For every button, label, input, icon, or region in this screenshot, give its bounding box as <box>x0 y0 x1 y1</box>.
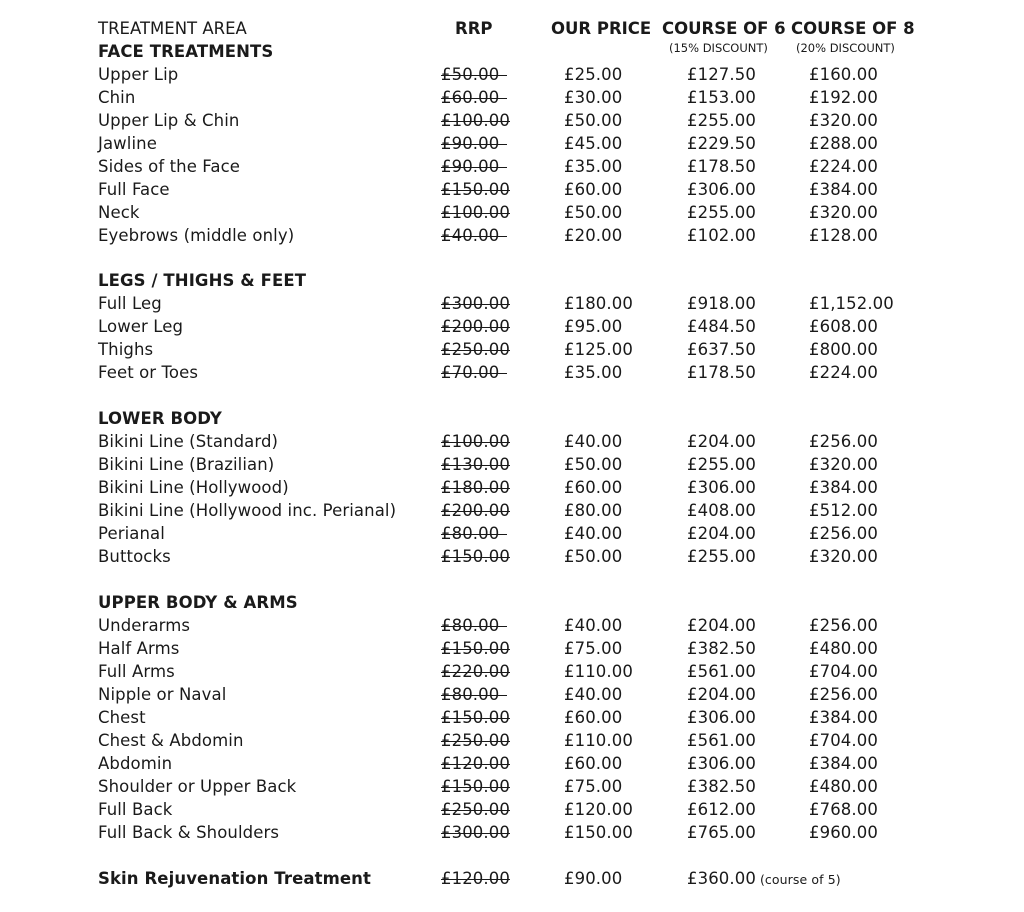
course-of-8-price: £768.00 <box>809 800 878 819</box>
table-row <box>0 430 1024 453</box>
our-price: £35.00 <box>564 157 623 176</box>
section-heading <box>0 40 1024 63</box>
rrp-cell <box>441 63 499 86</box>
course-of-6-price: £561.00 <box>687 662 756 681</box>
our-price: £40.00 <box>564 432 623 451</box>
treatment-name: Bikini Line (Standard) <box>98 432 279 451</box>
rrp-value: £250.00 <box>441 800 510 819</box>
course-of-6-price: £178.50 <box>687 363 756 382</box>
strikethrough-line <box>441 350 510 351</box>
rrp-cell <box>441 683 499 706</box>
rrp-value: £70.00 <box>441 363 500 382</box>
rrp-value: £90.00 <box>441 134 500 153</box>
treatment-name: Sides of the Face <box>98 157 241 176</box>
our-price: £110.00 <box>564 731 633 750</box>
our-price: £50.00 <box>564 111 623 130</box>
our-price: £75.00 <box>564 777 623 796</box>
section-title: LEGS / THIGHS & FEET <box>98 271 307 290</box>
strikethrough-line <box>441 534 507 535</box>
strikethrough-line <box>441 465 510 466</box>
skin-rejuvenation-course <box>687 867 841 890</box>
rrp-value: £90.00 <box>441 157 500 176</box>
rrp-value: £50.00 <box>441 65 500 84</box>
rrp-cell <box>441 522 499 545</box>
strikethrough-line <box>441 626 507 627</box>
table-row <box>0 86 1024 109</box>
treatment-name: Shoulder or Upper Back <box>98 777 297 796</box>
section-title: LOWER BODY <box>98 409 222 428</box>
rrp-value: £120.00 <box>441 869 510 888</box>
rrp-value: £80.00 <box>441 524 500 543</box>
course-of-8-price: £288.00 <box>809 134 878 153</box>
course-of-6-price: £153.00 <box>687 88 756 107</box>
course-of-8-price: £160.00 <box>809 65 878 84</box>
treatment-name: Neck <box>98 203 140 222</box>
header-course-of-6-discount: (15% DISCOUNT) <box>669 41 768 55</box>
table-row <box>0 178 1024 201</box>
rrp-cell <box>441 637 510 660</box>
course-of-8-price: £320.00 <box>809 547 878 566</box>
table-row <box>0 315 1024 338</box>
strikethrough-line <box>441 741 510 742</box>
course-of-6-price: £229.50 <box>687 134 756 153</box>
our-price: £80.00 <box>564 501 623 520</box>
rrp-value: £200.00 <box>441 317 510 336</box>
rrp-value: £40.00 <box>441 226 500 245</box>
rrp-cell <box>441 224 499 247</box>
treatment-name: Bikini Line (Brazilian) <box>98 455 275 474</box>
rrp-cell <box>441 545 510 568</box>
course-price: £360.00 <box>687 869 756 888</box>
rrp-cell <box>441 821 510 844</box>
rrp-cell <box>441 430 510 453</box>
our-price: £50.00 <box>564 455 623 474</box>
rrp-value: £130.00 <box>441 455 510 474</box>
header-our-price: OUR PRICE <box>551 19 652 38</box>
rrp-cell <box>441 729 510 752</box>
table-row <box>0 224 1024 247</box>
course-of-8-price: £512.00 <box>809 501 878 520</box>
course-of-8-price: £256.00 <box>809 432 878 451</box>
rrp-value: £150.00 <box>441 180 510 199</box>
table-row <box>0 453 1024 476</box>
treatment-name: Full Arms <box>98 662 175 681</box>
course-of-6-price: £255.00 <box>687 111 756 130</box>
rrp-cell <box>441 706 510 729</box>
strikethrough-line <box>441 213 510 214</box>
our-price: £120.00 <box>564 800 633 819</box>
our-price: £20.00 <box>564 226 623 245</box>
table-row <box>0 361 1024 384</box>
strikethrough-line <box>441 718 510 719</box>
strikethrough-line <box>441 373 507 374</box>
our-price: £95.00 <box>564 317 623 336</box>
table-row <box>0 63 1024 86</box>
rrp-cell <box>441 338 510 361</box>
treatment-name: Thighs <box>98 340 154 359</box>
course-of-6-price: £612.00 <box>687 800 756 819</box>
strikethrough-line <box>441 75 507 76</box>
course-of-6-price: £382.50 <box>687 639 756 658</box>
our-price: £25.00 <box>564 65 623 84</box>
treatment-name: Chin <box>98 88 136 107</box>
skin-rejuvenation-name: Skin Rejuvenation Treatment <box>98 869 372 888</box>
section-heading <box>0 407 1024 430</box>
rrp-cell <box>441 292 510 315</box>
course-of-8-price: £480.00 <box>809 777 878 796</box>
course-of-6-price: £484.50 <box>687 317 756 336</box>
our-price: £50.00 <box>564 547 623 566</box>
our-price: £40.00 <box>564 524 623 543</box>
course-of-8-price: £320.00 <box>809 455 878 474</box>
course-of-6-price: £255.00 <box>687 203 756 222</box>
course-of-6-price: £306.00 <box>687 180 756 199</box>
treatment-name: Upper Lip & Chin <box>98 111 240 130</box>
strikethrough-line <box>441 144 507 145</box>
course-of-8-price: £800.00 <box>809 340 878 359</box>
rrp-cell <box>441 86 499 109</box>
table-row <box>0 499 1024 522</box>
rrp-value: £100.00 <box>441 111 510 130</box>
strikethrough-line <box>441 787 510 788</box>
rrp-value: £80.00 <box>441 616 500 635</box>
course-of-8-price: £320.00 <box>809 203 878 222</box>
course-of-8-price: £608.00 <box>809 317 878 336</box>
strikethrough-line <box>441 557 510 558</box>
strikethrough-line <box>441 488 510 489</box>
rrp-value: £150.00 <box>441 708 510 727</box>
rrp-cell <box>441 660 510 683</box>
our-price: £180.00 <box>564 294 633 313</box>
rrp-cell <box>441 499 510 522</box>
rrp-value: £220.00 <box>441 662 510 681</box>
course-of-8-price: £128.00 <box>809 226 878 245</box>
course-of-6-price: £306.00 <box>687 708 756 727</box>
strikethrough-line <box>441 695 507 696</box>
course-of-6-price: £765.00 <box>687 823 756 842</box>
treatment-name: Chest & Abdomin <box>98 731 244 750</box>
our-price: £110.00 <box>564 662 633 681</box>
treatment-name: Perianal <box>98 524 165 543</box>
table-row <box>0 637 1024 660</box>
treatment-name: Full Leg <box>98 294 162 313</box>
our-price: £30.00 <box>564 88 623 107</box>
treatment-name: Full Back <box>98 800 173 819</box>
table-row <box>0 155 1024 178</box>
header-course-of-6: COURSE OF 6 <box>662 19 786 38</box>
rrp-cell <box>441 155 499 178</box>
strikethrough-line <box>441 764 510 765</box>
table-row <box>0 821 1024 844</box>
rrp-cell <box>441 476 510 499</box>
table-row <box>0 752 1024 775</box>
rrp-cell <box>441 775 510 798</box>
our-price: £125.00 <box>564 340 633 359</box>
course-of-6-price: £204.00 <box>687 432 756 451</box>
skin-rejuvenation-our-price: £90.00 <box>564 869 623 888</box>
strikethrough-line <box>441 98 507 99</box>
table-row <box>0 614 1024 637</box>
header-rrp: RRP <box>455 19 493 38</box>
course-of-8-price: £480.00 <box>809 639 878 658</box>
course-of-6-price: £306.00 <box>687 478 756 497</box>
rrp-value: £180.00 <box>441 478 510 497</box>
course-of-6-price: £408.00 <box>687 501 756 520</box>
rrp-value: £150.00 <box>441 547 510 566</box>
table-row <box>0 545 1024 568</box>
our-price: £60.00 <box>564 180 623 199</box>
strikethrough-line <box>441 327 510 328</box>
course-of-6-price: £382.50 <box>687 777 756 796</box>
treatment-name: Chest <box>98 708 146 727</box>
table-row <box>0 660 1024 683</box>
course-of-8-price: £384.00 <box>809 180 878 199</box>
treatment-name: Bikini Line (Hollywood) <box>98 478 289 497</box>
strikethrough-line <box>441 649 510 650</box>
course-of-8-price: £960.00 <box>809 823 878 842</box>
rrp-value: £80.00 <box>441 685 500 704</box>
rrp-value: £100.00 <box>441 203 510 222</box>
our-price: £60.00 <box>564 754 623 773</box>
strikethrough-line <box>441 167 507 168</box>
course-of-6-price: £306.00 <box>687 754 756 773</box>
treatment-name: Bikini Line (Hollywood inc. Perianal) <box>98 501 397 520</box>
treatment-name: Underarms <box>98 616 191 635</box>
our-price: £50.00 <box>564 203 623 222</box>
treatment-name: Upper Lip <box>98 65 179 84</box>
skin-rejuvenation-rrp <box>441 867 510 890</box>
strikethrough-line <box>441 672 510 673</box>
our-price: £40.00 <box>564 616 623 635</box>
rrp-value: £250.00 <box>441 731 510 750</box>
treatment-name: Half Arms <box>98 639 180 658</box>
course-of-8-price: £1,152.00 <box>809 294 894 313</box>
course-of-8-price: £704.00 <box>809 731 878 750</box>
strikethrough-line <box>441 442 510 443</box>
strikethrough-line <box>441 810 510 811</box>
table-row <box>0 109 1024 132</box>
rrp-value: £250.00 <box>441 340 510 359</box>
rrp-value: £150.00 <box>441 777 510 796</box>
course-of-6-price: £102.00 <box>687 226 756 245</box>
table-row <box>0 338 1024 361</box>
course-of-6-price: £204.00 <box>687 616 756 635</box>
our-price: £150.00 <box>564 823 633 842</box>
course-of-8-price: £384.00 <box>809 754 878 773</box>
table-row <box>0 706 1024 729</box>
table-row <box>0 476 1024 499</box>
table-row <box>0 292 1024 315</box>
header-course-of-8-discount: (20% DISCOUNT) <box>796 41 895 55</box>
course-of-8-price: £256.00 <box>809 616 878 635</box>
treatment-name: Feet or Toes <box>98 363 199 382</box>
treatment-name: Full Face <box>98 180 170 199</box>
rrp-cell <box>441 132 499 155</box>
course-of-8-price: £384.00 <box>809 708 878 727</box>
header-treatment-area: TREATMENT AREA <box>98 19 247 38</box>
course-of-6-price: £561.00 <box>687 731 756 750</box>
rrp-value: £100.00 <box>441 432 510 451</box>
table-row <box>0 683 1024 706</box>
section-heading <box>0 591 1024 614</box>
our-price: £60.00 <box>564 478 623 497</box>
rrp-cell <box>441 109 510 132</box>
treatment-name: Lower Leg <box>98 317 184 336</box>
strikethrough-line <box>441 190 510 191</box>
strikethrough-line <box>441 304 510 305</box>
rrp-value: £150.00 <box>441 639 510 658</box>
rrp-value: £300.00 <box>441 823 510 842</box>
course-of-8-price: £224.00 <box>809 363 878 382</box>
our-price: £35.00 <box>564 363 623 382</box>
course-of-8-price: £320.00 <box>809 111 878 130</box>
rrp-cell <box>441 453 510 476</box>
strikethrough-line <box>441 236 507 237</box>
course-of-8-price: £256.00 <box>809 685 878 704</box>
treatment-name: Nipple or Naval <box>98 685 227 704</box>
table-row <box>0 522 1024 545</box>
section-title: FACE TREATMENTS <box>98 42 274 61</box>
strikethrough-line <box>441 121 510 122</box>
course-of-6-price: £178.50 <box>687 157 756 176</box>
course-note: (course of 5) <box>759 872 841 887</box>
skin-rejuvenation-row <box>0 867 1024 890</box>
course-of-8-price: £704.00 <box>809 662 878 681</box>
strikethrough-line <box>441 879 510 880</box>
course-of-6-price: £255.00 <box>687 547 756 566</box>
section-title: UPPER BODY & ARMS <box>98 593 298 612</box>
table-row <box>0 132 1024 155</box>
course-of-6-price: £918.00 <box>687 294 756 313</box>
course-of-6-price: £204.00 <box>687 524 756 543</box>
treatment-name: Full Back & Shoulders <box>98 823 280 842</box>
course-of-6-price: £637.50 <box>687 340 756 359</box>
section-heading <box>0 269 1024 292</box>
table-row <box>0 775 1024 798</box>
course-of-6-price: £255.00 <box>687 455 756 474</box>
treatment-name: Jawline <box>98 134 157 153</box>
rrp-cell <box>441 614 499 637</box>
table-row <box>0 798 1024 821</box>
rrp-cell <box>441 315 510 338</box>
table-row <box>0 201 1024 224</box>
treatment-name: Eyebrows (middle only) <box>98 226 295 245</box>
treatment-name: Abdomin <box>98 754 173 773</box>
our-price: £45.00 <box>564 134 623 153</box>
course-of-6-price: £204.00 <box>687 685 756 704</box>
table-row <box>0 729 1024 752</box>
rrp-cell <box>441 798 510 821</box>
treatment-name: Buttocks <box>98 547 171 566</box>
strikethrough-line <box>441 833 510 834</box>
our-price: £75.00 <box>564 639 623 658</box>
strikethrough-line <box>441 511 510 512</box>
course-of-6-price: £127.50 <box>687 65 756 84</box>
rrp-cell <box>441 752 510 775</box>
course-of-8-price: £384.00 <box>809 478 878 497</box>
course-of-8-price: £256.00 <box>809 524 878 543</box>
header-course-of-8: COURSE OF 8 <box>791 19 915 38</box>
our-price: £60.00 <box>564 708 623 727</box>
rrp-cell <box>441 361 499 384</box>
rrp-value: £120.00 <box>441 754 510 773</box>
rrp-value: £300.00 <box>441 294 510 313</box>
course-of-8-price: £224.00 <box>809 157 878 176</box>
rrp-value: £200.00 <box>441 501 510 520</box>
course-of-8-price: £192.00 <box>809 88 878 107</box>
rrp-cell <box>441 201 510 224</box>
rrp-cell <box>441 178 510 201</box>
our-price: £40.00 <box>564 685 623 704</box>
rrp-value: £60.00 <box>441 88 500 107</box>
